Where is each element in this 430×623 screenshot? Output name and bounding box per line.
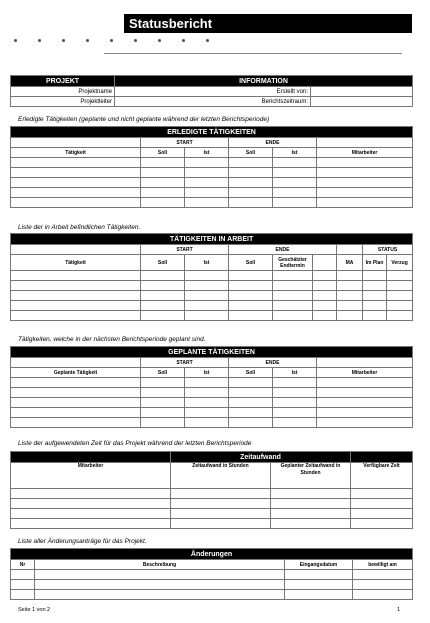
table-row (11, 301, 413, 311)
planned-title: GEPLANTE TÄTIGKEITEN (11, 347, 413, 358)
end-header: ENDE (229, 358, 317, 368)
received-date-header: Eingangsdatum (285, 560, 353, 570)
task-header: Tätigkeit (11, 148, 141, 158)
table-row (11, 408, 413, 418)
table-row (11, 489, 413, 499)
title-underline (104, 53, 402, 54)
in-progress-title: TÄTIGKEITEN IN ARBEIT (11, 234, 413, 245)
page-indicator: Seite 1 von 2 (18, 607, 51, 613)
completed-title: ERLEDIGTE TÄTIGKEITEN (11, 127, 413, 138)
time-note: Liste der aufgewendeten Zeit für das Projekt während der letzten Berichtsperiode (18, 440, 252, 447)
staff-header: Mitarbeiter (11, 463, 171, 489)
planned-note: Tätigkeiten, welche in der nächsten Berichtsperiode geplant sind. (18, 336, 206, 343)
available-time-header: Verfügbare Zeit (351, 463, 413, 489)
start-header: START (141, 358, 229, 368)
task-header: Tätigkeit (11, 255, 141, 271)
end-header: ENDE (229, 245, 337, 255)
planned-header: Soll (229, 148, 273, 158)
estimated-end-header: Geschätzter Endtermin (273, 255, 313, 271)
created-by-label: Erstellt von: (115, 87, 311, 97)
table-row (11, 178, 413, 188)
title-dot (134, 39, 137, 42)
table-row (11, 198, 413, 208)
table-row (11, 509, 413, 519)
status-header: STATUS (363, 245, 413, 255)
staff-header: Mitarbeiter (317, 368, 413, 378)
page-number: 1 (397, 607, 401, 613)
title-dot (110, 39, 113, 42)
period-value[interactable] (311, 97, 413, 107)
table-row (11, 311, 413, 321)
time-spent-table (10, 451, 413, 529)
planned-header: Soll (141, 255, 185, 271)
information-header: INFORMATION (115, 76, 413, 87)
table-row (11, 378, 413, 388)
delay-header: Verzug (387, 255, 413, 271)
start-header: START (141, 245, 229, 255)
actual-header: Ist (185, 255, 229, 271)
planned-task-header: Geplante Tätigkeit (11, 368, 141, 378)
table-row (11, 168, 413, 178)
description-header: Beschreibung (35, 560, 285, 570)
changes-note: Liste aller Änderungsanträge für das Projekt. (18, 538, 147, 545)
actual-header: Ist (185, 148, 229, 158)
staff-short-header: MA (337, 255, 363, 271)
created-by-value[interactable] (311, 87, 413, 97)
number-header: Nr (11, 560, 35, 570)
title-dot (14, 39, 17, 42)
title-dot (86, 39, 89, 42)
table-row (11, 570, 413, 580)
hours-header: Zeitaufwand in Stunden (171, 463, 271, 489)
actual-header: Ist (185, 368, 229, 378)
changes-table (10, 548, 413, 600)
table-row (11, 590, 413, 600)
completed-note: Erledigte Tätigkeiten (geplante und nicht geplante während der letzten Berichtsperiode) (18, 116, 270, 123)
in-progress-table (10, 233, 413, 321)
actual-header: Ist (273, 368, 317, 378)
table-row (11, 519, 413, 529)
time-title: Zeitaufwand (171, 452, 351, 463)
planned-header: Soll (141, 368, 185, 378)
period-label: Berichtszeitraum: (115, 97, 311, 107)
actual-header: Ist (273, 148, 317, 158)
completed-tasks-table (10, 126, 413, 208)
table-row (11, 281, 413, 291)
title-dot (158, 39, 161, 42)
approved-date-header: bewilligt am (353, 560, 413, 570)
title-dot (206, 39, 209, 42)
planned-tasks-table (10, 346, 413, 428)
title-dot (182, 39, 185, 42)
on-plan-header: Im Plan (363, 255, 387, 271)
project-info-table (10, 75, 413, 107)
table-row (11, 398, 413, 408)
planned-hours-header: Geplanter Zeitaufwand in Stunden (271, 463, 351, 489)
table-row (11, 271, 413, 281)
start-header: START (141, 138, 229, 148)
table-row (11, 291, 413, 301)
table-row (11, 158, 413, 168)
project-lead-label: Projektleiter (11, 97, 115, 107)
project-name-label: Projektname (11, 87, 115, 97)
end-header: ENDE (229, 138, 317, 148)
table-row (11, 499, 413, 509)
title-dot (38, 39, 41, 42)
project-header: PROJEKT (11, 76, 115, 87)
changes-title: Änderungen (11, 549, 413, 560)
table-row (11, 388, 413, 398)
document-title: Statusbericht (124, 14, 412, 33)
staff-header: Mitarbeiter (317, 148, 413, 158)
table-row (11, 188, 413, 198)
table-row (11, 418, 413, 428)
table-row (11, 580, 413, 590)
title-dot (62, 39, 65, 42)
in-progress-note: Liste der in Arbeit befindlichen Tätigkeiten. (18, 224, 141, 231)
planned-header: Soll (229, 255, 273, 271)
planned-header: Soll (141, 148, 185, 158)
planned-header: Soll (229, 368, 273, 378)
